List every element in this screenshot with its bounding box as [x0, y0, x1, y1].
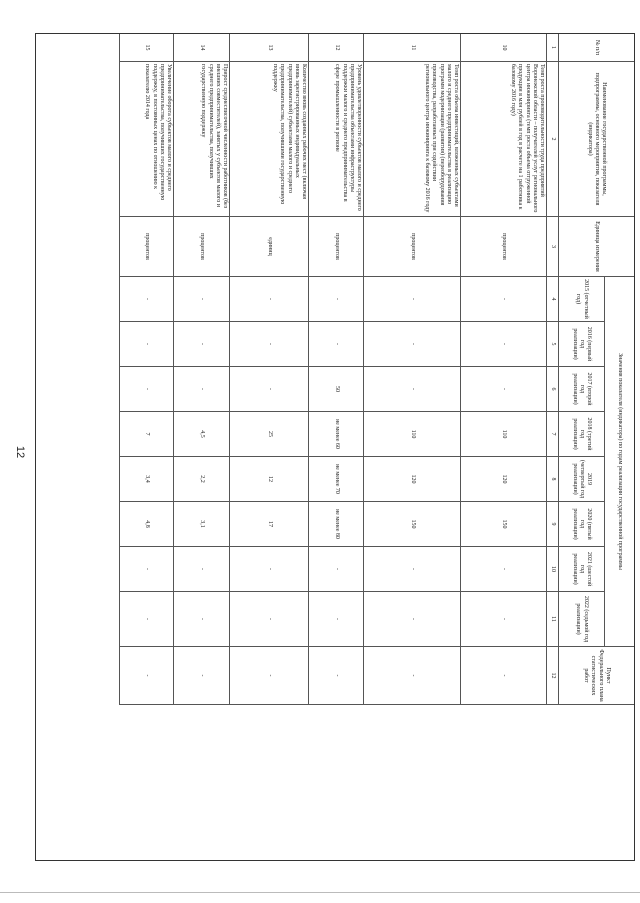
document-page — [35, 33, 635, 861]
indicator-value: - — [119, 367, 173, 412]
indicator-unit: процентов — [119, 217, 173, 277]
indicator-name: Увеличение оборота субъектов малого и среднего предпринимательства, получивших государственную поддержку, в постоянных ценах по отношению к показателю 2014 года — [119, 62, 173, 217]
indicator-value: - — [308, 322, 363, 367]
header-year: 2016 (первый год реализации) — [558, 322, 604, 367]
plan-reference: - — [173, 647, 229, 705]
plan-reference: - — [119, 647, 173, 705]
plan-reference: - — [363, 647, 460, 705]
indicator-value: не менее 70 — [308, 457, 363, 502]
header-year: 2018 (третий год реализации) — [558, 412, 604, 457]
row-number: 15 — [119, 34, 173, 62]
indicator-value: - — [229, 547, 308, 592]
indicator-value: 7 — [119, 412, 173, 457]
indicator-value: 150 — [363, 502, 460, 547]
column-index: 12 — [546, 647, 558, 705]
indicator-value: - — [173, 322, 229, 367]
table-grid — [35, 33, 635, 861]
indicator-value: 2,2 — [173, 457, 229, 502]
column-index: 4 — [546, 277, 558, 322]
indicator-name: Темп роста производительности труда предприятий Воронежской области – получателей услуг регионального центра инжиниринга (темп роста объема отгруженной продукции в млн рублей в год в расчете на 1 работника к базовому 2016 году) — [460, 62, 546, 217]
indicator-value: - — [363, 547, 460, 592]
indicator-value: - — [119, 547, 173, 592]
indicator-name: Количество вновь созданных рабочих мест (включая вновь зарегистрированных индивидуальных предпринимателей) субъектами малого и среднего предпринимательства, получившими государственную поддержку — [229, 62, 308, 217]
page-number: 12 — [14, 445, 27, 459]
indicator-value: не менее 60 — [308, 412, 363, 457]
column-index: 11 — [546, 592, 558, 647]
indicator-value: - — [229, 367, 308, 412]
indicator-value: - — [119, 277, 173, 322]
header-num: № п/п — [558, 34, 634, 62]
indicator-unit: процентов — [460, 217, 546, 277]
indicator-value: 17 — [229, 502, 308, 547]
indicator-value: - — [363, 277, 460, 322]
indicator-value: - — [173, 367, 229, 412]
column-index: 9 — [546, 502, 558, 547]
indicator-value: - — [460, 322, 546, 367]
header-year: 2017 (второй год реализации) — [558, 367, 604, 412]
header-year: 2021 (шестой год реализации) — [558, 547, 604, 592]
indicator-value: - — [229, 277, 308, 322]
column-index: 8 — [546, 457, 558, 502]
row-number: 13 — [229, 34, 308, 62]
indicator-value: 150 — [460, 502, 546, 547]
indicator-value: 50 — [308, 367, 363, 412]
indicator-unit: процентов — [308, 217, 363, 277]
indicator-value: 12 — [229, 457, 308, 502]
indicator-value: - — [460, 592, 546, 647]
indicator-value: - — [308, 592, 363, 647]
header-values: Значения показателя (индикатора) по годам реализации государственной программы — [604, 277, 634, 647]
row-number: 14 — [173, 34, 229, 62]
indicator-unit: процентов — [173, 217, 229, 277]
column-index: 2 — [546, 62, 558, 217]
header-unit: Единица измерения — [558, 217, 634, 277]
plan-reference: - — [229, 647, 308, 705]
header-year: 2020 (пятый год реализации) — [558, 502, 604, 547]
indicator-name: Темп роста объема инвестиций, вложенных субъектами малого и среднего предпринимательства в реализацию программ модернизации (развития) (переоборудования производства, разработанных при содействии регионального центра инжиниринга к базовому 2016 году — [363, 62, 460, 217]
indicator-value: - — [308, 277, 363, 322]
indicator-value: - — [308, 547, 363, 592]
indicator-value: - — [173, 277, 229, 322]
indicator-value: - — [363, 367, 460, 412]
indicator-unit: процентов — [363, 217, 460, 277]
header-year: 2019 (четвертый год реализации) — [558, 457, 604, 502]
header-year: 2015 (отчетный год) — [558, 277, 604, 322]
indicator-value: 4,5 — [173, 412, 229, 457]
indicator-name: Уровень удовлетворенности субъектов малого и среднего предпринимательства объектами инфраструктуры поддержки малого и среднего предпринимательства в сфере промышленности в регионе — [308, 62, 363, 217]
indicator-value: - — [460, 367, 546, 412]
indicator-value: 4,8 — [119, 502, 173, 547]
header-name: Наименование государственной программы, подпрограммы, основного мероприятия, показателя (индикатора) — [558, 62, 634, 217]
indicator-value: - — [363, 322, 460, 367]
indicator-value: - — [173, 592, 229, 647]
column-index: 5 — [546, 322, 558, 367]
header-source: Пункт Федерального плана статистических работ — [558, 647, 634, 705]
indicator-value: - — [363, 592, 460, 647]
indicator-value: 120 — [363, 457, 460, 502]
indicator-name: Прирост среднесписочной численности работников (без внешних совместителей), занятых у субъектов малого и среднего предпринимательства, получивших государственную поддержку — [173, 62, 229, 217]
indicator-value: не менее 80 — [308, 502, 363, 547]
indicator-value: - — [119, 322, 173, 367]
indicator-value: 3,4 — [119, 457, 173, 502]
plan-reference: - — [460, 647, 546, 705]
header-year: 2022 (седьмой год реализации) — [558, 592, 604, 647]
column-index: 1 — [546, 34, 558, 62]
indicator-value: - — [460, 277, 546, 322]
column-index: 10 — [546, 547, 558, 592]
indicator-value: - — [460, 547, 546, 592]
row-number: 10 — [460, 34, 546, 62]
column-index: 6 — [546, 367, 558, 412]
page-bottom-rule — [0, 892, 640, 893]
indicator-unit: единиц — [229, 217, 308, 277]
indicators-table — [35, 33, 635, 861]
indicator-value: 110 — [460, 412, 546, 457]
indicator-value: - — [229, 322, 308, 367]
indicator-value: - — [119, 592, 173, 647]
indicator-value: 25 — [229, 412, 308, 457]
indicator-value: 3,1 — [173, 502, 229, 547]
indicator-value: - — [229, 592, 308, 647]
column-index: 3 — [546, 217, 558, 277]
plan-reference: - — [308, 647, 363, 705]
indicator-value: - — [173, 547, 229, 592]
indicator-value: 110 — [363, 412, 460, 457]
indicator-value: 120 — [460, 457, 546, 502]
column-index: 7 — [546, 412, 558, 457]
row-number: 12 — [308, 34, 363, 62]
row-number: 11 — [363, 34, 460, 62]
